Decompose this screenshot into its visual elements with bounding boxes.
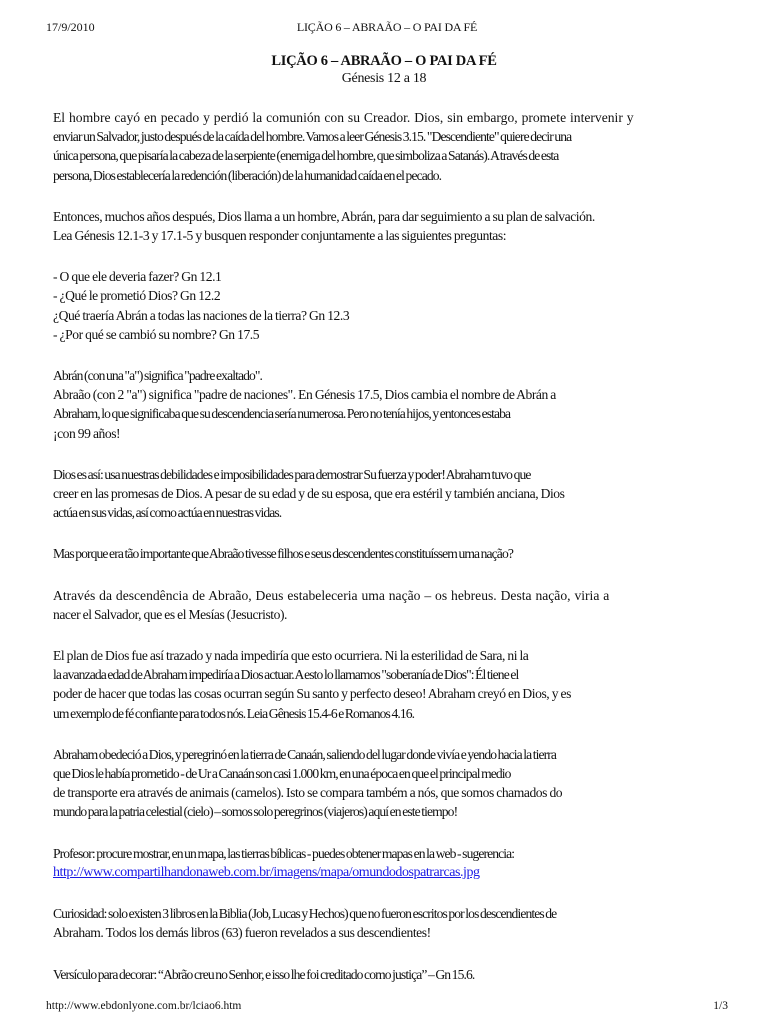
print-header <box>46 18 728 36</box>
paragraph-nation <box>53 586 633 624</box>
text-line: um exemplo de fé confiante para todos nós. Leia Gênesis 15.4-6 e Romanos 4.16. <box>53 705 415 721</box>
text-line: Dios es así: usa nuestras debilidades e imposibilidades para demostrar Su fuerza y poder! Abraham tuvo que <box>53 466 531 482</box>
paragraph-god <box>53 465 633 523</box>
text-line: actúa en sus vidas, así como actúa en nuestras vidas. <box>53 505 282 521</box>
paragraph-curiosity <box>53 904 633 942</box>
print-header-title: LIÇÃO 6 – ABRAÃO – O PAI DA FÉ <box>296 20 478 34</box>
text-line: Abrán (con una "a") significa "padre exaltado". <box>53 368 263 384</box>
paragraph-intro <box>53 108 633 185</box>
text-line: nacer el Salvador, que es el Mesías (Jesucristo). <box>53 606 287 622</box>
text-line: Curiosidad: solo existen 3 libros en la Biblia (Job, Lucas y Hechos) que no fueron escritos por los descendientes de <box>53 906 557 922</box>
lesson-body <box>53 108 633 1006</box>
map-link[interactable]: http://www.compartilhandonaweb.com.br/imagens/mapa/omundodospatrarcas.jpg <box>53 864 480 880</box>
text-line: Profesor: procure mostrar, en un mapa, las tierras bíblicas - puedes obtener mapas en la web - sugerencia: <box>53 845 515 861</box>
title-block <box>0 52 768 88</box>
text-line: poder de hacer que todas las cosas ocurran según Su santo y perfecto deseo! Abraham creyó en Dios, y es <box>53 686 571 702</box>
text-line: Mas porque era tão importante que Abraão tivesse filhos e seus descendentes constituíssem uma nação? <box>53 546 513 562</box>
text-line: ¡con 99 años! <box>53 425 121 441</box>
text-line: Entonces, muchos años después, Dios llama a un hombre, Abrán, para dar seguimiento a su plan de salvación. <box>53 208 595 224</box>
text-line: Lea Génesis 12.1-3 y 17.1-5 y busquen responder conjuntamente a las siguientes preguntas: <box>53 228 507 244</box>
text-line: Abraham obedeció a Dios, y peregrinó en la tierra de Canaán, saliendo del lugar donde vivía e yendo hacia la tierra <box>53 746 557 762</box>
print-footer <box>46 997 728 1015</box>
text-line: Abraão (con 2 "a") significa "padre de naciones". En Génesis 17.5, Dios cambia el nombre de Abrán a <box>53 387 556 403</box>
question-item: - ¿Por qué se cambió su nombre? Gn 17.5 <box>53 326 260 342</box>
print-date: 17/9/2010 <box>46 20 95 34</box>
text-line: persona, Dios establecería la redención (liberación) de la humanidad caída en el pecado. <box>53 167 442 183</box>
text-line: Abraham, lo que significaba que su descendencia sería numerosa. Pero no tenía hijos, y entonces estaba <box>53 406 511 422</box>
text-line: que Dios le había prometido - de Ur a Canaán son casi 1.000 km, en una época en que el principal medio <box>53 766 511 782</box>
page-subtitle: Génesis 12 a 18 <box>341 71 427 86</box>
text-line: la avanzada edad de Abraham impediría a Dios actuar. A esto lo llamamos "soberanía de Dios": Él tiene el <box>53 667 519 683</box>
teacher-note <box>53 844 633 882</box>
question-item: ¿Qué traería Abrán a todas las naciones de la tierra? Gn 12.3 <box>53 307 350 323</box>
paragraph-call <box>53 207 633 245</box>
text-line: Abraham. Todos los demás libros (63) fueron revelados a sus descendientes! <box>53 925 431 941</box>
page-title: LIÇÃO 6 – ABRAÃO – O PAI DA FÉ <box>271 53 497 69</box>
paragraph-obedience <box>53 745 633 822</box>
page-number: 1/3 <box>713 1000 728 1012</box>
text-line: El hombre cayó en pecado y perdió la comunión con su Creador. Dios, sin embargo, promete intervenir y <box>53 110 634 125</box>
text-line: de transporte era através de animais (camelos). Isto se compara também a nós, que somos chamados do <box>53 785 563 801</box>
source-url: http://www.ebdonlyone.com.br/lciao6.htm <box>46 1000 242 1012</box>
text-line: mundo para la patria celestial (cielo) – somos solo peregrinos (viajeros) aquí en este tiempo! <box>53 804 458 820</box>
questions-list <box>53 267 633 344</box>
text-line: única persona, que pisaría la cabeza de la serpiente (enemiga del hombre, que simboliza a Satanás). A través de esta <box>53 148 559 164</box>
memory-verse <box>53 965 633 984</box>
text-line: creer en las promesas de Dios. A pesar de su edad y de su esposa, que era estéril y también anciana, Dios <box>53 486 565 502</box>
text-line: enviar un Salvador, justo después de la caída del hombre. Vamos a leer Génesis 3.15. "Descendiente" quiere decir una <box>53 129 572 145</box>
text-line: El plan de Dios fue así trazado y nada impediría que esto ocurriera. Ni la esterilidad de Sara, ni la <box>53 648 529 664</box>
question-item: - ¿Qué le prometió Dios? Gn 12.2 <box>53 288 221 304</box>
paragraph-plan <box>53 646 633 723</box>
text-line: Versículo para decorar: “Abrão creu no Senhor, e isso lhe foi creditado como justiça” – Gn 15.6. <box>53 966 475 982</box>
text-line: Através da descendência de Abraão, Deus estabeleceria uma nação – os hebreus. Desta nação, viria a <box>53 587 610 603</box>
paragraph-names <box>53 366 633 443</box>
question-item: - O que ele deveria fazer? Gn 12.1 <box>53 269 222 285</box>
paragraph-question <box>53 544 633 563</box>
